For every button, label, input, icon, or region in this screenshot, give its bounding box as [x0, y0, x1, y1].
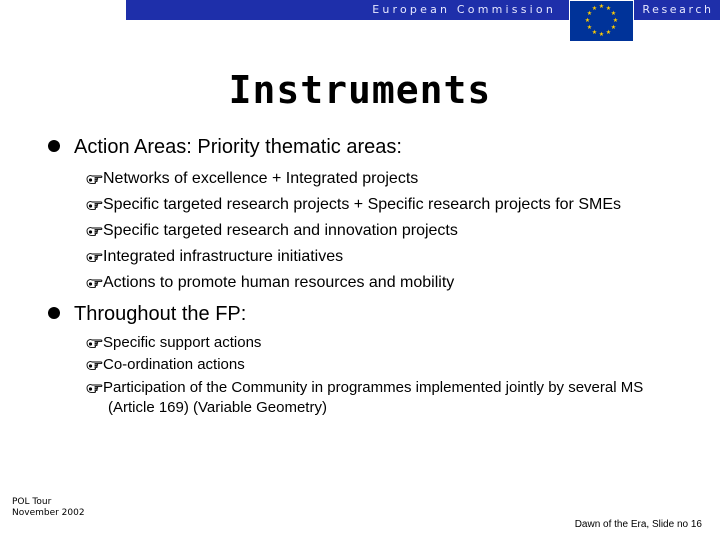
hand-pointer-icon: [86, 224, 103, 236]
list-item: [86, 222, 458, 240]
section1-heading-text: Action Areas: Priority thematic areas:: [74, 136, 402, 158]
section2-heading-text: Throughout the FP:: [74, 303, 247, 325]
svg-text:★: ★: [605, 29, 612, 36]
list-item-text: Networks of excellence + Integrated projects: [103, 170, 419, 187]
svg-text:★: ★: [591, 5, 598, 12]
hand-pointer-icon: [86, 198, 103, 210]
footer-event-date: November 2002: [12, 508, 85, 518]
svg-text:★: ★: [586, 24, 593, 31]
filled-circle-icon: [48, 140, 60, 152]
hand-pointer-icon: [86, 381, 103, 393]
svg-text:★: ★: [586, 10, 593, 17]
banner-organization-name: European Commission: [372, 3, 556, 16]
list-item-text: Specific targeted research and innovation projects: [103, 222, 458, 239]
footer-event-name: POL Tour: [12, 497, 52, 507]
hand-pointer-icon: [86, 250, 103, 262]
list-item-text: Integrated infrastructure initiatives: [103, 248, 344, 265]
section-heading-throughout-fp: [48, 303, 246, 326]
svg-text:★: ★: [610, 10, 617, 17]
list-item: [86, 334, 261, 351]
list-item: [86, 356, 245, 373]
list-item-text: Specific targeted research projects + Specific research projects for SMEs: [103, 196, 621, 213]
list-item-text: Actions to promote human resources and mobility: [103, 274, 455, 291]
slide-title: Instruments: [228, 68, 492, 112]
hand-pointer-icon: [86, 172, 103, 184]
list-item-text: Specific support actions: [103, 334, 262, 351]
svg-text:★: ★: [610, 24, 617, 31]
list-item: [86, 196, 621, 214]
list-item: [86, 170, 418, 188]
svg-text:★: ★: [612, 17, 619, 24]
list-item-text: Participation of the Community in programmes implemented jointly by several MS: [103, 379, 644, 396]
slide-number-footer: Dawn of the Era, Slide no 16: [574, 519, 702, 530]
list-item-continuation: (Article 169) (Variable Geometry): [108, 399, 327, 416]
hand-pointer-icon: [86, 358, 103, 370]
section-heading-action-areas: [48, 136, 402, 159]
filled-circle-icon: [48, 307, 60, 319]
list-item-text: Co-ordination actions: [103, 356, 245, 373]
svg-text:★: ★: [584, 17, 591, 24]
svg-text:★: ★: [591, 29, 598, 36]
svg-text:★: ★: [598, 31, 605, 38]
footer-event-info: [12, 497, 85, 519]
eu-stars-icon: [570, 1, 633, 41]
hand-pointer-icon: [86, 336, 103, 348]
svg-text:★: ★: [605, 5, 612, 12]
banner-section-name: Research: [642, 3, 714, 16]
list-item: [86, 274, 454, 292]
eu-flag-logo: [569, 0, 634, 42]
list-item: [86, 248, 343, 266]
hand-pointer-icon: [86, 276, 103, 288]
list-item: [86, 379, 643, 396]
svg-text:★: ★: [598, 3, 605, 10]
